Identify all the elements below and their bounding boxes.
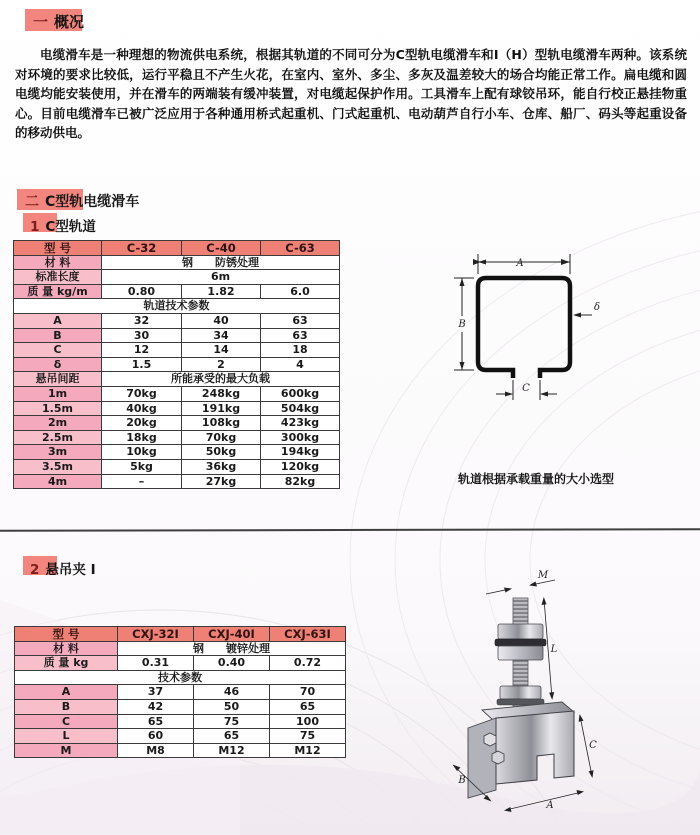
cell: 194kg	[261, 445, 340, 460]
col-header: CXJ-40I	[194, 627, 270, 642]
row-label: 2m	[14, 416, 102, 431]
cell: 65	[194, 729, 270, 744]
hex-nut	[500, 686, 541, 699]
table-row	[15, 685, 346, 700]
table-row	[14, 459, 340, 474]
c-rail-diagram	[420, 230, 650, 440]
overview-paragraph: 电缆滑车是一种理想的物流供电系统，根据其轨道的不同可分为C型轨电缆滑车和I（H）型轨电缆滑车两种。该系统对环境的要求比较低，运行平稳且不产生火花，在室内、室外、多尘、多灰及温差较大的场合均能正常工作。扁电缆和圆电缆均能安装使用，并在滑车的两端装有缓冲装置，对电缆起保护作用。工具滑车上配有球铰吊环，能自行校正悬挂物重心。目前电缆滑车已被广泛应用于各种通用桥式起重机、门式起重机、电动葫芦自行小车、仓库、船厂、码头等起重设备的移动供电。	[15, 47, 687, 140]
cell: 120kg	[261, 459, 340, 474]
col-header: C-40	[182, 241, 261, 256]
cell: 65	[118, 714, 194, 729]
table-row	[14, 386, 340, 401]
table-row	[15, 641, 346, 656]
row-value: 钢 防锈处理	[102, 255, 340, 270]
table-row	[14, 255, 340, 270]
dim-label-a: A	[546, 800, 554, 811]
cell: 50	[194, 699, 270, 714]
table-section-row	[15, 670, 346, 685]
cell: 42	[118, 699, 194, 714]
dim-label-l: L	[550, 644, 558, 655]
cell: M8	[118, 743, 194, 758]
clamp-photo	[440, 568, 650, 823]
dim-label-m: M	[537, 570, 549, 581]
row-label: 材 料	[15, 641, 118, 656]
section2-heading	[17, 191, 139, 211]
cell: 63	[261, 328, 340, 343]
cell: M12	[270, 743, 346, 758]
cell: 108kg	[182, 416, 261, 431]
heading-title: C型轨道	[45, 219, 96, 235]
rubber-washer	[495, 639, 546, 646]
cell: 60	[118, 729, 194, 744]
cell: 4	[261, 357, 340, 372]
table-row	[14, 430, 340, 445]
hex-nut	[498, 646, 543, 660]
cell: 30	[102, 328, 182, 343]
diagram-caption: 轨道根据承载重量的大小选型	[458, 472, 615, 486]
row-label: 材 料	[14, 255, 102, 270]
row-label: 1.5m	[14, 401, 102, 416]
cell: 248kg	[182, 386, 261, 401]
row-label: C	[15, 714, 118, 729]
table-row	[14, 328, 340, 343]
heading-title: 概况	[54, 13, 85, 31]
row-value: 所能承受的最大负载	[102, 372, 340, 387]
hex-nut	[498, 624, 543, 639]
dim-label-b: B	[458, 775, 466, 786]
cell: 2	[182, 357, 261, 372]
section-title: 技术参数	[15, 670, 346, 685]
heading-number: 一	[33, 13, 49, 31]
heading-number: 1	[30, 219, 40, 235]
cell: 14	[182, 343, 261, 358]
table-row	[15, 699, 346, 714]
cell: 27kg	[182, 474, 261, 489]
table-section-row	[14, 299, 340, 314]
cell: 70kg	[102, 386, 182, 401]
cell: 0.80	[102, 284, 182, 299]
table-row	[14, 445, 340, 460]
cell: 70kg	[182, 430, 261, 445]
heading-number: 二	[25, 194, 39, 210]
table-row	[15, 743, 346, 758]
col-header: C-32	[102, 241, 182, 256]
row-label: 1m	[14, 386, 102, 401]
table-row	[14, 343, 340, 358]
col-header: C-63	[261, 241, 340, 256]
cell: 0.31	[118, 656, 194, 671]
row-label: 3m	[14, 445, 102, 460]
table-row	[14, 270, 340, 285]
table-row	[14, 401, 340, 416]
sub1-heading	[23, 215, 96, 235]
row-label: 质 量 kg	[15, 656, 118, 671]
heading-title: 悬吊夹 I	[45, 562, 96, 578]
col-header: CXJ-63I	[270, 627, 346, 642]
cell: 5kg	[102, 459, 182, 474]
row-label: L	[15, 729, 118, 744]
cell: 100	[270, 714, 346, 729]
cell: 37	[118, 685, 194, 700]
row-label: 标准长度	[14, 270, 102, 285]
row-label: M	[15, 743, 118, 758]
table-row	[14, 474, 340, 489]
table-row	[15, 729, 346, 744]
row-label: 悬吊间距	[14, 372, 102, 387]
cell: 34	[182, 328, 261, 343]
cell: 40kg	[102, 401, 182, 416]
row-label: B	[14, 328, 102, 343]
cell: 191kg	[182, 401, 261, 416]
cell: 18	[261, 343, 340, 358]
cell: 12	[102, 343, 182, 358]
clamp-front-face	[496, 711, 574, 784]
col-header: CXJ-32I	[118, 627, 194, 642]
cell: 36kg	[182, 459, 261, 474]
dim-label-c: C	[589, 740, 597, 751]
cell: 6.0	[261, 284, 340, 299]
dim-label-b: B	[458, 319, 466, 330]
table-row	[15, 714, 346, 729]
cell: 75	[194, 714, 270, 729]
cell: 50kg	[182, 445, 261, 460]
cell: 82kg	[261, 474, 340, 489]
bolt-head	[492, 751, 504, 764]
cell: 0.72	[270, 656, 346, 671]
dim-label-a: A	[516, 258, 524, 269]
overview-heading	[25, 11, 84, 32]
row-label: δ	[14, 357, 102, 372]
cell: 1.5	[102, 357, 182, 372]
cell: 18kg	[102, 430, 182, 445]
c-rail-spec-table	[13, 240, 340, 489]
cell: 600kg	[261, 386, 340, 401]
cell: –	[102, 474, 182, 489]
clamp-spec-table	[14, 626, 346, 758]
cell: 423kg	[261, 416, 340, 431]
row-label: C	[14, 343, 102, 358]
cell: 70	[270, 685, 346, 700]
cell: 46	[194, 685, 270, 700]
col-header: 型 号	[14, 241, 102, 256]
dim-label-delta: δ	[593, 302, 601, 313]
row-value: 6m	[102, 270, 340, 285]
c-rail-profile	[478, 278, 570, 378]
row-label: A	[15, 685, 118, 700]
table-header-row	[14, 241, 340, 256]
row-label: 质 量 kg/m	[14, 284, 102, 299]
section-title: 轨道技术参数	[14, 299, 340, 314]
table-row	[14, 357, 340, 372]
cell: 40	[182, 313, 261, 328]
row-label: 3.5m	[14, 459, 102, 474]
table-row	[15, 656, 346, 671]
dim-label-c: C	[522, 383, 530, 394]
bolt-head	[484, 733, 496, 746]
table-header-row	[15, 627, 346, 642]
row-label: B	[15, 699, 118, 714]
table-row	[14, 372, 340, 387]
cell: 504kg	[261, 401, 340, 416]
cell: 63	[261, 313, 340, 328]
row-value: 钢 镀锌处理	[118, 641, 346, 656]
table-row	[14, 284, 340, 299]
cell: M12	[194, 743, 270, 758]
row-label: A	[14, 313, 102, 328]
cell: 75	[270, 729, 346, 744]
cell: 300kg	[261, 430, 340, 445]
heading-number: 2	[30, 562, 40, 578]
col-header: 型 号	[15, 627, 118, 642]
cell: 0.40	[194, 656, 270, 671]
table-row	[14, 313, 340, 328]
table-row	[14, 416, 340, 431]
cell: 20kg	[102, 416, 182, 431]
cell: 10kg	[102, 445, 182, 460]
cell: 65	[270, 699, 346, 714]
cell: 1.82	[182, 284, 261, 299]
cell: 32	[102, 313, 182, 328]
heading-title: C型轨电缆滑车	[45, 194, 140, 210]
row-label: 2.5m	[14, 430, 102, 445]
row-label: 4m	[14, 474, 102, 489]
sub2-heading	[23, 558, 96, 578]
